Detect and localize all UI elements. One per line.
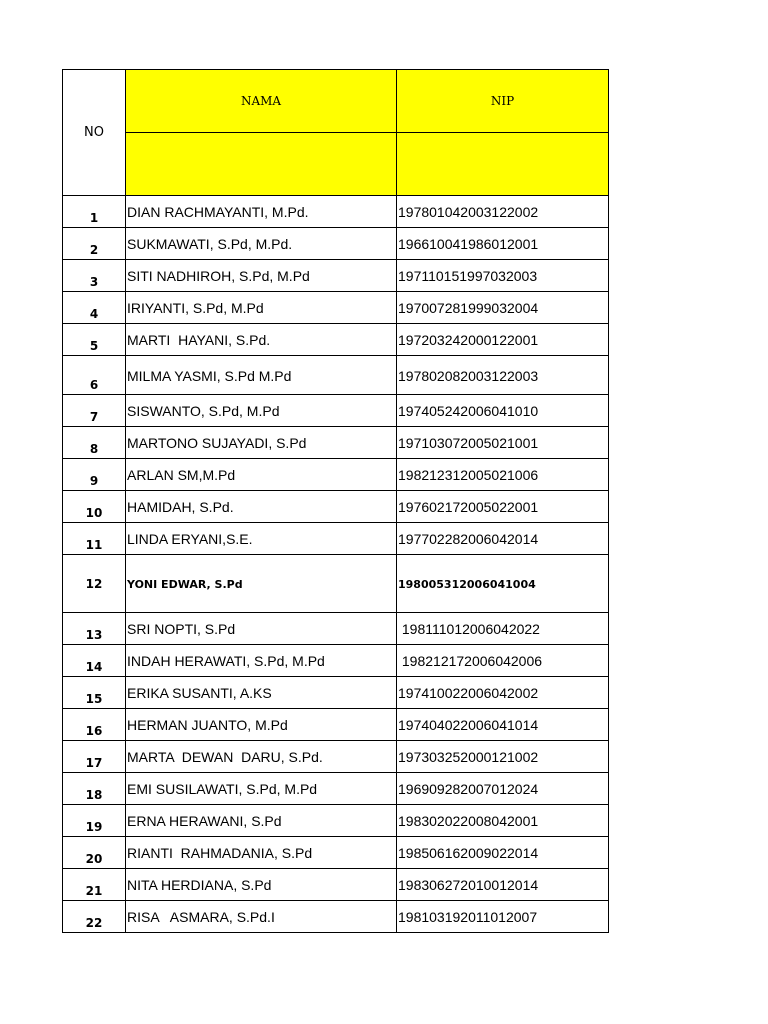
table-row xyxy=(63,523,609,555)
row-number[interactable]: 20 xyxy=(63,837,126,869)
row-number[interactable]: 3 xyxy=(63,260,126,292)
row-nama[interactable]: INDAH HERAWATI, S.Pd, M.Pd xyxy=(126,645,397,677)
row-number[interactable]: 22 xyxy=(63,901,126,933)
table-row xyxy=(63,324,609,356)
table-row xyxy=(63,677,609,709)
row-nip[interactable]: 197801042003122002 xyxy=(397,196,609,228)
row-nip[interactable]: 197405242006041010 xyxy=(397,395,609,427)
row-nip[interactable]: 198212312005021006 xyxy=(397,459,609,491)
row-nama[interactable]: ARLAN SM,M.Pd xyxy=(126,459,397,491)
row-number[interactable]: 1 xyxy=(63,196,126,228)
row-nama[interactable]: LINDA ERYANI,S.E. xyxy=(126,523,397,555)
table-row xyxy=(63,292,609,324)
row-nama[interactable]: MARTI HAYANI, S.Pd. xyxy=(126,324,397,356)
row-number[interactable]: 14 xyxy=(63,645,126,677)
header-nip[interactable]: NIP xyxy=(397,70,609,133)
row-nip[interactable]: 198103192011012007 xyxy=(397,901,609,933)
table-row xyxy=(63,395,609,427)
row-nama[interactable]: MILMA YASMI, S.Pd M.Pd xyxy=(126,356,397,395)
row-nama[interactable]: SITI NADHIROH, S.Pd, M.Pd xyxy=(126,260,397,292)
row-nip[interactable]: 197103072005021001 xyxy=(397,427,609,459)
row-number[interactable]: 18 xyxy=(63,773,126,805)
row-number[interactable]: 8 xyxy=(63,427,126,459)
table-row xyxy=(63,805,609,837)
row-nip[interactable]: 198306272010012014 xyxy=(397,869,609,901)
table-row xyxy=(63,196,609,228)
row-nama[interactable]: RIANTI RAHMADANIA, S.Pd xyxy=(126,837,397,869)
employee-table xyxy=(62,69,609,933)
row-nama[interactable]: HAMIDAH, S.Pd. xyxy=(126,491,397,523)
row-number[interactable]: 5 xyxy=(63,324,126,356)
header-nama-blank[interactable] xyxy=(126,133,397,196)
row-nama[interactable]: NITA HERDIANA, S.Pd xyxy=(126,869,397,901)
row-number[interactable]: 2 xyxy=(63,228,126,260)
row-nama[interactable]: RISA ASMARA, S.Pd.I xyxy=(126,901,397,933)
header-nip-blank[interactable] xyxy=(397,133,609,196)
row-number[interactable]: 12 xyxy=(63,555,126,613)
row-number[interactable]: 17 xyxy=(63,741,126,773)
row-nip[interactable]: 197702282006042014 xyxy=(397,523,609,555)
row-nip[interactable]: 198302022008042001 xyxy=(397,805,609,837)
table-row xyxy=(63,356,609,395)
row-nama[interactable]: SRI NOPTI, S.Pd xyxy=(126,613,397,645)
row-number[interactable]: 13 xyxy=(63,613,126,645)
row-nip[interactable]: 198111012006042022 xyxy=(397,613,609,645)
row-nama[interactable]: IRIYANTI, S.Pd, M.Pd xyxy=(126,292,397,324)
row-nip[interactable]: 197404022006041014 xyxy=(397,709,609,741)
row-nama[interactable]: MARTONO SUJAYADI, S.Pd xyxy=(126,427,397,459)
row-nip[interactable]: 198506162009022014 xyxy=(397,837,609,869)
row-nip[interactable]: 196909282007012024 xyxy=(397,773,609,805)
table-row xyxy=(63,491,609,523)
row-number[interactable]: 19 xyxy=(63,805,126,837)
table-row xyxy=(63,741,609,773)
row-nama[interactable]: HERMAN JUANTO, M.Pd xyxy=(126,709,397,741)
row-nama[interactable]: SISWANTO, S.Pd, M.Pd xyxy=(126,395,397,427)
table-row xyxy=(63,645,609,677)
row-nip[interactable]: 197110151997032003 xyxy=(397,260,609,292)
row-number[interactable]: 11 xyxy=(63,523,126,555)
spreadsheet-page xyxy=(62,69,608,933)
row-number[interactable]: 7 xyxy=(63,395,126,427)
row-nama[interactable]: SUKMAWATI, S.Pd, M.Pd. xyxy=(126,228,397,260)
row-nama[interactable]: MARTA DEWAN DARU, S.Pd. xyxy=(126,741,397,773)
row-nip[interactable]: 198212172006042006 xyxy=(397,645,609,677)
row-nip[interactable]: 197203242000122001 xyxy=(397,324,609,356)
table-row xyxy=(63,459,609,491)
row-nama[interactable]: YONI EDWAR, S.Pd xyxy=(126,555,397,613)
header-nama[interactable]: NAMA xyxy=(126,70,397,133)
row-nip[interactable]: 197007281999032004 xyxy=(397,292,609,324)
row-nip[interactable]: 197602172005022001 xyxy=(397,491,609,523)
row-number[interactable]: 9 xyxy=(63,459,126,491)
table-row xyxy=(63,555,609,613)
table-row xyxy=(63,613,609,645)
row-number[interactable]: 16 xyxy=(63,709,126,741)
row-nip[interactable]: 197303252000121002 xyxy=(397,741,609,773)
row-nama[interactable]: EMI SUSILAWATI, S.Pd, M.Pd xyxy=(126,773,397,805)
table-row xyxy=(63,837,609,869)
table-row xyxy=(63,901,609,933)
table-row xyxy=(63,228,609,260)
row-number[interactable]: 21 xyxy=(63,869,126,901)
row-nip[interactable]: 197410022006042002 xyxy=(397,677,609,709)
header-subrow xyxy=(63,133,609,196)
row-nama[interactable]: ERIKA SUSANTI, A.KS xyxy=(126,677,397,709)
row-nip[interactable]: 196610041986012001 xyxy=(397,228,609,260)
table-row xyxy=(63,427,609,459)
table-row xyxy=(63,709,609,741)
row-number[interactable]: 4 xyxy=(63,292,126,324)
row-nama[interactable]: ERNA HERAWANI, S.Pd xyxy=(126,805,397,837)
row-number[interactable]: 15 xyxy=(63,677,126,709)
header-no[interactable]: NO xyxy=(63,70,126,196)
row-nama[interactable]: DIAN RACHMAYANTI, M.Pd. xyxy=(126,196,397,228)
row-nip[interactable]: 197802082003122003 xyxy=(397,356,609,395)
table-row xyxy=(63,260,609,292)
row-nip[interactable]: 198005312006041004 xyxy=(397,555,609,613)
table-row xyxy=(63,869,609,901)
row-number[interactable]: 6 xyxy=(63,356,126,395)
header-row xyxy=(63,70,609,133)
row-number[interactable]: 10 xyxy=(63,491,126,523)
table-row xyxy=(63,773,609,805)
